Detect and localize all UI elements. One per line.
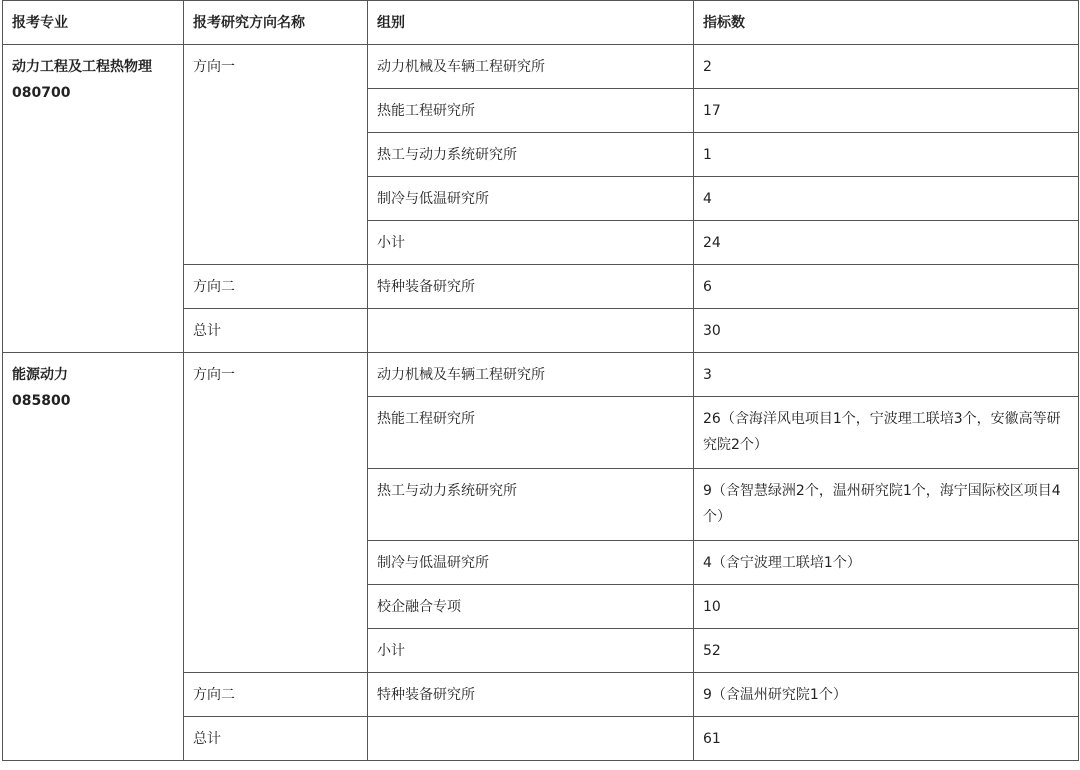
header-row [3,1,1079,45]
total-count: 61 [694,717,1079,761]
group-cell: 热能工程研究所 [368,89,694,133]
major-code: 080700 [12,85,71,101]
group-cell: 动力机械及车辆工程研究所 [368,353,694,397]
count-cell: 4（含宁波理工联培1个） [694,541,1079,585]
header-group: 组别 [368,1,694,45]
major-code: 085800 [12,393,71,409]
count-cell: 6 [694,265,1079,309]
header-major: 报考专业 [3,1,184,45]
group-cell: 特种装备研究所 [368,673,694,717]
group-cell: 校企融合专项 [368,585,694,629]
count-cell: 3 [694,353,1079,397]
total-count: 30 [694,309,1079,353]
count-cell: 9（含温州研究院1个） [694,673,1079,717]
count-cell: 17 [694,89,1079,133]
count-cell: 1 [694,133,1079,177]
direction-cell: 方向一 [184,353,368,673]
count-cell: 9（含智慧绿洲2个，温州研究院1个，海宁国际校区项目4个） [694,469,1079,541]
table-row [3,45,1079,89]
subtotal-label: 小计 [368,629,694,673]
major-name: 能源动力 [12,367,68,383]
group-cell: 热工与动力系统研究所 [368,469,694,541]
total-group [368,717,694,761]
group-cell: 热工与动力系统研究所 [368,133,694,177]
major-name: 动力工程及工程热物理 [12,59,152,75]
group-cell: 特种装备研究所 [368,265,694,309]
count-cell: 4 [694,177,1079,221]
total-label: 总计 [184,309,368,353]
major-cell [3,45,184,353]
total-label: 总计 [184,717,368,761]
count-cell: 26（含海洋风电项目1个，宁波理工联培3个，安徽高等研究院2个） [694,397,1079,469]
group-cell: 制冷与低温研究所 [368,541,694,585]
count-cell: 10 [694,585,1079,629]
group-cell: 动力机械及车辆工程研究所 [368,45,694,89]
direction-cell: 方向二 [184,673,368,717]
total-group [368,309,694,353]
direction-cell: 方向一 [184,45,368,265]
subtotal-count: 24 [694,221,1079,265]
header-count: 指标数 [694,1,1079,45]
group-cell: 热能工程研究所 [368,397,694,469]
count-cell: 2 [694,45,1079,89]
major-cell [3,353,184,761]
table-row [3,353,1079,397]
direction-cell: 方向二 [184,265,368,309]
header-direction: 报考研究方向名称 [184,1,368,45]
group-cell: 制冷与低温研究所 [368,177,694,221]
subtotal-label: 小计 [368,221,694,265]
quota-table [2,0,1079,761]
subtotal-count: 52 [694,629,1079,673]
